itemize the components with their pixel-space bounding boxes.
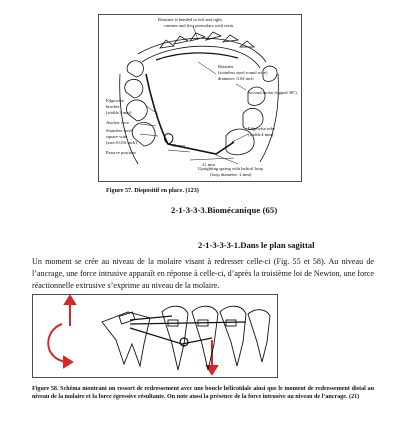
section-heading: 2-1-3-3-3.Biomécanique (65) <box>171 205 278 215</box>
label-edgewise-tube: Edgewise tube <box>248 126 275 131</box>
uprighting-spring-schematic <box>32 294 278 378</box>
figure-58-diagram <box>32 294 278 378</box>
label-retainer-top-2: canines and first premolars with resin. <box>164 23 235 28</box>
label-edgewise-bracket-width: (width:3 mm) <box>106 110 132 115</box>
label-second-molar: Second molar (tipped 30°) <box>248 90 297 95</box>
label-square-size: (size:0.016 inch) <box>106 140 137 145</box>
label-dim-13: 13 mm <box>172 143 185 148</box>
label-retainer: Retainer <box>218 64 234 69</box>
label-retainer-diameter: diameter: 0.04 inch <box>218 76 254 81</box>
label-retainer-wire: (stainless steel round wire) <box>218 70 268 75</box>
label-edgewise-bracket-2: bracket <box>106 104 120 109</box>
label-edgewise-tube-width: (width:4 mm) <box>248 132 274 137</box>
label-uprighting-spring: Uprighting spring with helical loop <box>198 166 263 171</box>
label-retainer-top: Retainer is bended to left and right <box>158 17 222 22</box>
label-passive-position: Passive position <box>106 150 136 155</box>
dental-arch-illustration <box>98 14 302 182</box>
label-edgewise-bracket: Edgewise <box>106 98 124 103</box>
label-stainless: Stainless steel <box>106 128 132 133</box>
figure-57-caption: Figure 57. Dispositif en place. (123) <box>106 187 199 194</box>
figure-57-diagram <box>98 14 302 182</box>
figure-58-caption: Figure 58. Schéma montrant un ressort de redressement avec une boucle hélicoïdale ainsi que le moment de redressement distal au niveau de la molaire et la force égressive résultante. On note aussi la présence de la force intrusive au niveau de l’ancrage. (21) <box>32 386 374 400</box>
body-paragraph: Un moment se crée au niveau de la molaire visant à redresser celle-ci (Fig. 55 et 58). Au niveau de l’ancrage, une force intrusive apparaît en réponse à celle-ci, d’après la troisième loi de Newton, une force réactionnelle extrusive s’exprime au niveau de la molaire. <box>32 257 374 291</box>
label-dim-21: 21 mm <box>202 162 215 167</box>
label-loop-diameter: (loop diameter: 2 mm) <box>210 172 252 177</box>
label-square-wire: square wire <box>106 134 128 139</box>
label-anchor-wire: Anchor wire <box>106 120 130 125</box>
subsection-heading: 2-1-3-3-3-1.Dans le plan sagittal <box>198 240 315 250</box>
